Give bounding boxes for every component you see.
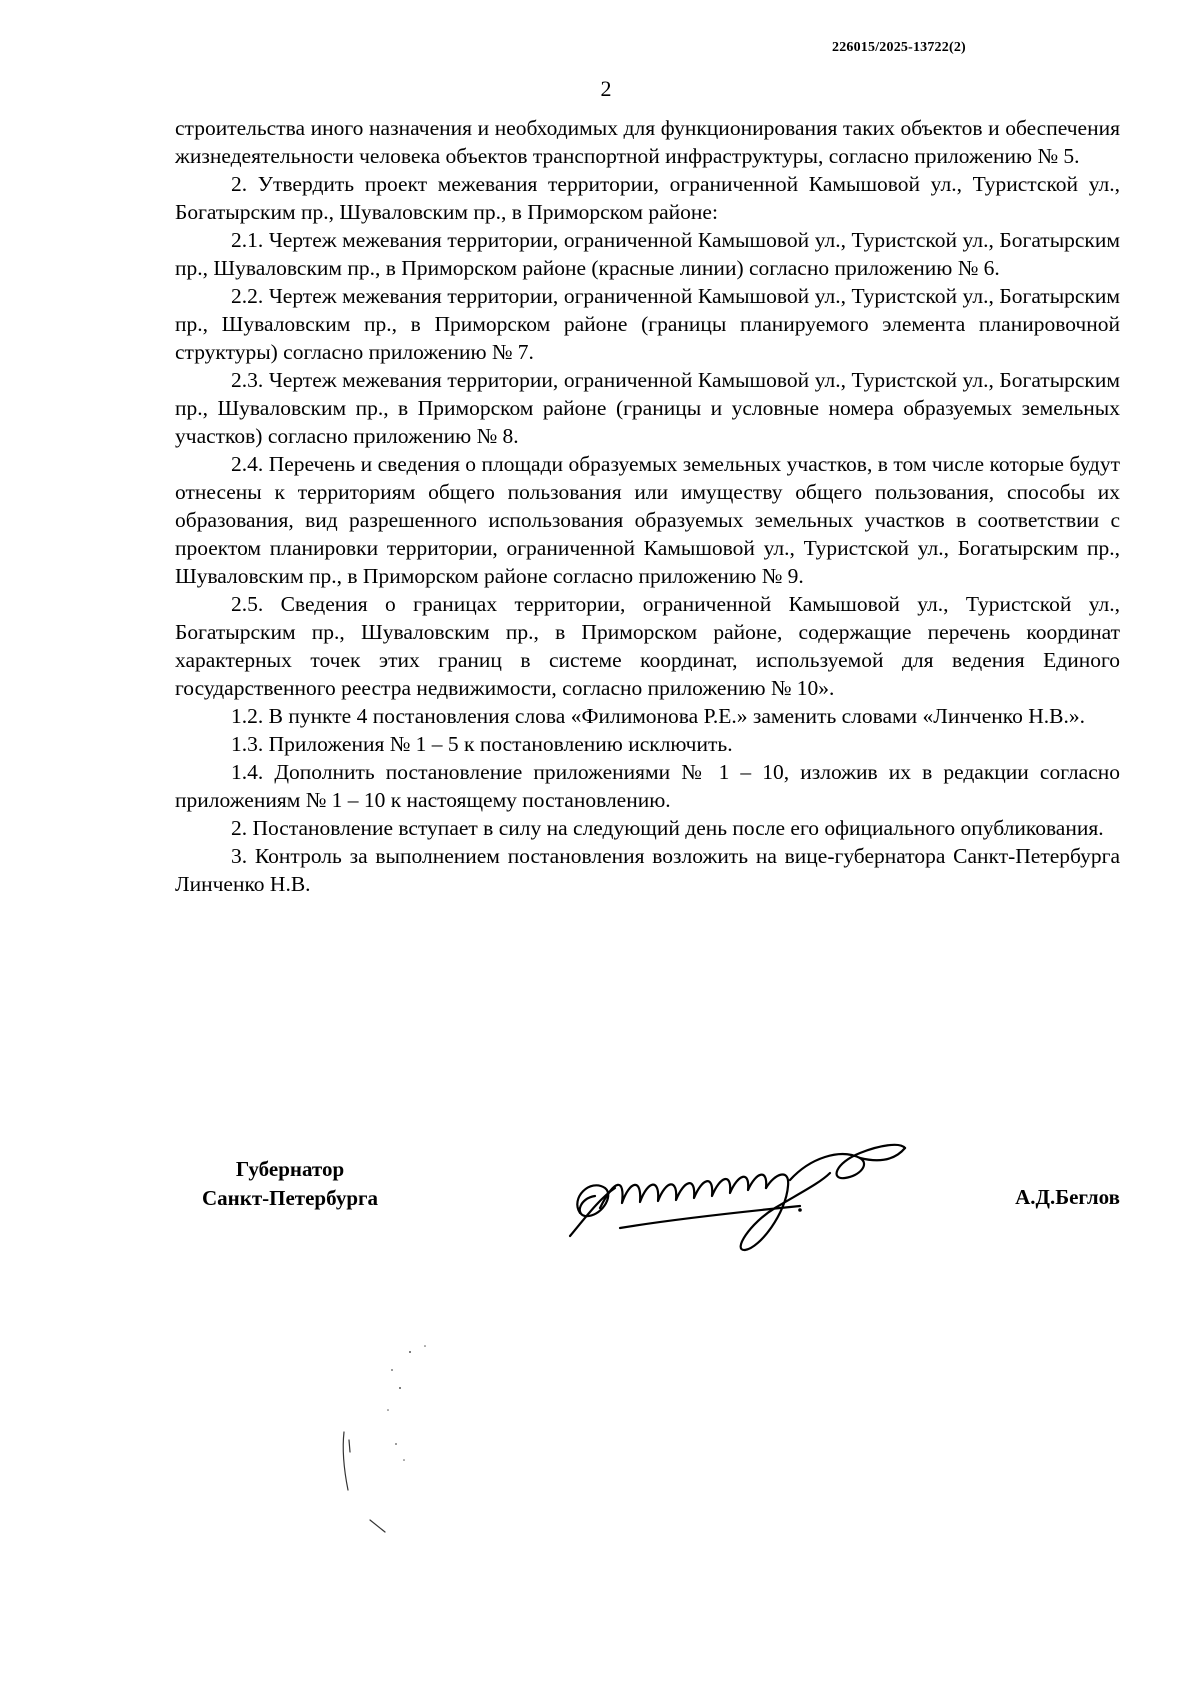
paragraph: 2.3. Чертеж межевания территории, ограниченной Камышовой ул., Туристской ул., Богатырским пр., Шуваловским пр., в Приморском районе (границы и условные номера образуемых земельных участков) согласно приложению № 8.: [175, 368, 1120, 448]
paragraph: 2.5. Сведения о границах территории, ограниченной Камышовой ул., Туристской ул., Богатырским пр., Шуваловским пр., в Приморском районе, содержащие перечень координат характерных точек этих границ в системе координат, используемой для ведения Единого государственного реестра недвижимости, согласно приложению № 10».: [175, 592, 1120, 700]
paragraph: 2. Утвердить проект межевания территории, ограниченной Камышовой ул., Туристской ул., Богатырским пр., Шуваловским пр., в Приморском районе:: [175, 172, 1120, 224]
signatory-name: А.Д.Беглов: [1015, 1185, 1120, 1209]
signatory-title-line: Санкт-Петербурга: [201, 1186, 379, 1210]
document-registration-number: 226015/2025-13722(2): [832, 40, 966, 55]
paragraph: 1.3. Приложения № 1 – 5 к постановлению исключить.: [231, 732, 733, 756]
paragraph: 2. Постановление вступает в силу на следующий день после его официального опубликования.: [231, 816, 1104, 840]
signatory-title-line: Губернатор: [235, 1157, 345, 1181]
paragraph: 1.4. Дополнить постановление приложениями № 1 – 10, изложив их в редакции согласно приложениям № 1 – 10 к настоящему постановлению.: [175, 760, 1120, 812]
paragraph: 1.2. В пункте 4 постановления слова «Филимонова Р.Е.» заменить словами «Линченко Н.В.».: [231, 704, 1085, 728]
page-number: 2: [600, 76, 612, 101]
scan-artifact-marks: [340, 1340, 490, 1540]
paragraph: 3. Контроль за выполнением постановления возложить на вице-губернатора Санкт-Петербурга Линченко Н.В.: [175, 844, 1120, 896]
paragraph: 2.4. Перечень и сведения о площади образуемых земельных участков, в том числе которые будут отнесены к территориям общего пользования или имуществу общего пользования, способы их образования, вид разрешенного использования образуемых земельных участков в соответствии с проектом планировки территории, ограниченной Камышовой ул., Туристской ул., Богатырским пр., Шуваловским пр., в Приморском районе согласно приложению № 9.: [175, 452, 1120, 588]
paragraph: 2.2. Чертеж межевания территории, ограниченной Камышовой ул., Туристской ул., Богатырским пр., Шуваловским пр., в Приморском районе (границы планируемого элемента планировочной структуры) согласно приложению № 7.: [175, 284, 1120, 364]
signatory-title: [180, 1155, 400, 1213]
paragraph: 2.1. Чертеж межевания территории, ограниченной Камышовой ул., Туристской ул., Богатырским пр., Шуваловским пр., в Приморском районе (красные линии) согласно приложению № 6.: [175, 228, 1120, 280]
document-body: [175, 114, 1120, 898]
handwritten-signature: [560, 1118, 980, 1258]
paragraph: строительства иного назначения и необходимых для функционирования таких объектов и обеспечения жизнедеятельности человека объектов транспортной инфраструктуры, согласно приложению № 5.: [175, 116, 1120, 168]
